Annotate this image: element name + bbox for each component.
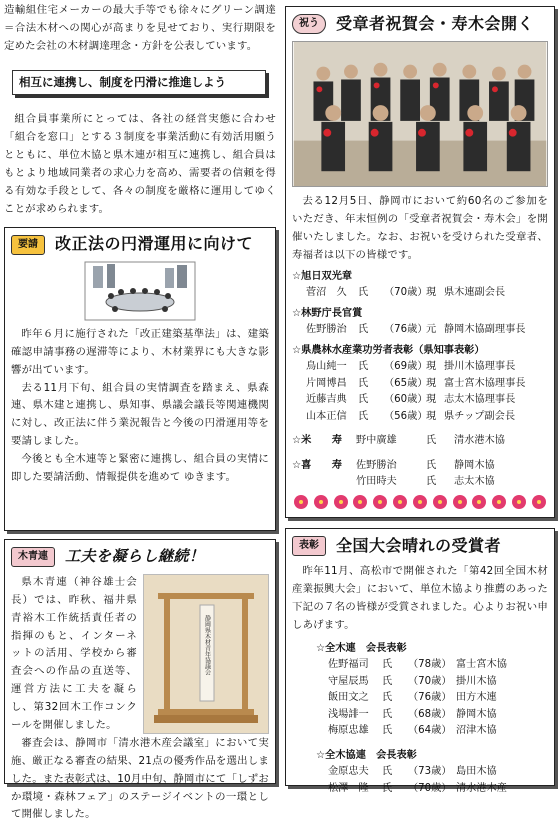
- flower-icon: [314, 495, 328, 509]
- flower-icon: [334, 495, 348, 509]
- intro-paragraph: 造輸組住宅メーカーの最大手等でも徐々にグリーン調達＝合法木材への関心が高まりを見せており、実行期限を定めた会社の木材調達理念・方針を公表しています。: [4, 4, 276, 52]
- flower-icon: [373, 495, 387, 509]
- award-section: [285, 528, 555, 794]
- award-row: 佐野福司 氏 （78歳） 富士宮木協: [328, 659, 507, 671]
- youth-header: [11, 544, 269, 570]
- honoree-group-3: [292, 343, 548, 426]
- award-list: [292, 641, 548, 798]
- kiju-row: 竹田時夫 氏 志太木協: [356, 476, 495, 488]
- flower-icon: [532, 495, 546, 509]
- award-tag: 表彰: [292, 536, 326, 556]
- honoree-row: 近藤吉典 氏 （60歳） 現 志太木協理事長: [306, 394, 516, 406]
- award-row: 浅場誹一 氏 （68歳） 静岡木協: [328, 708, 497, 720]
- award-row: 飯田文之 氏 （76歳） 田方木連: [328, 692, 497, 704]
- meeting-illustration: [85, 262, 195, 320]
- award-category: ☆全木協連 会長表彰: [316, 749, 417, 761]
- plaque-illustration: [144, 575, 268, 733]
- flower-icon: [353, 495, 367, 509]
- kiju-row: ☆喜 寿 佐野勝治 氏 静岡木協: [292, 459, 495, 471]
- celebration-tag: 祝う: [292, 14, 326, 34]
- request-header: [11, 232, 269, 258]
- request-paragraph-1: 昨年６月に施行された「改正建築基準法」は、建築確認申請事務の遅滞等により、木材業界にも大きな影響が出ています。: [11, 327, 269, 376]
- honoree-row: 山本正信 氏 （56歳） 現 県チップ副会長: [306, 410, 516, 422]
- award-row: 守屋辰馬 氏 （70歳） 掛川木協: [328, 675, 497, 687]
- flower-icon: [294, 495, 308, 509]
- honoree-category: ☆林野庁長官賞: [292, 307, 363, 319]
- award-row: 松澤 隆 氏 （70歳） 清水港木産: [328, 782, 507, 794]
- celebration-intro: 去る12月5日、静岡市において約60名のご参加をいただき、年末恒例の「受章者祝賀会・寿木会」を開催いたしました。なお、お祝いを受けられた受章者、寿福者は以下の皆様です。: [292, 195, 548, 261]
- honoree-category: ☆旭日双光章: [292, 270, 353, 282]
- plaque-photo: [143, 574, 269, 734]
- flower-divider: [292, 491, 548, 513]
- youth-paragraph-1: 県木青連（神谷雄士会長）では、昨秋、福井県青裕木工作統括責任者の指揮のもと、インターネットの活用、学校から審査会への作品の直送等、運営方法に工夫を凝らし、第32回木工作コンクールを開催しました。: [11, 575, 137, 731]
- request-tag: 要請: [11, 235, 45, 255]
- award-header: [292, 533, 548, 559]
- celebration-header: [292, 11, 548, 37]
- flower-icon: [393, 495, 407, 509]
- youth-tag: 木青連: [11, 547, 55, 567]
- honoree-row: 菅沼 久 氏 （70歳） 現 県木連副会長: [306, 287, 506, 299]
- celebration-section: [285, 6, 555, 518]
- honoree-row: 鳥山純一 氏 （69歳） 現 掛川木協理事長: [306, 361, 516, 373]
- flower-icon: [433, 495, 447, 509]
- youth-section: [4, 539, 276, 821]
- flower-icon: [512, 495, 526, 509]
- award-intro: 昨年11月、高松市で開催された「第42回全国木材産業振興大会」において、単位木協より推薦のあった下記の７名の皆様が受賞されました。心よりお祝い申しあげます。: [292, 565, 548, 631]
- cooperation-subheading: 相互に連携し、制度を円滑に推進しよう: [12, 70, 266, 96]
- youth-title: 工夫を凝らし継続！: [65, 547, 205, 566]
- request-section: [4, 227, 276, 531]
- group-photo: [292, 41, 548, 187]
- award-row: 金原忠夫 氏 （73歳） 島田木協: [328, 766, 497, 778]
- honoree-row: 佐野勝治 氏 （76歳） 元 静岡木協副理事長: [306, 324, 526, 336]
- flower-icon: [453, 495, 467, 509]
- youth-body: [11, 574, 269, 735]
- honoree-row: 片岡博昌 氏 （65歳） 現 富士宮木協理事長: [306, 377, 526, 389]
- request-paragraph-2: 去る11月下旬、組合員の実情調査を踏まえ、県森連、県木建と連携し、県知事、県議会議長等関連機関に対し、改正法に伴う業況報告と今後の円滑運用等を要請しました。: [11, 381, 269, 448]
- request-title: 改正法の円滑運用に向けて: [55, 234, 254, 254]
- honoree-group-1: [292, 269, 548, 302]
- youth-paragraph-2: 審査会は、静岡市「清水港木産会議室」において実施、厳正なる審査の結果、21点の優秀作品を選出しました。また表彰式は、10月中旬、静岡市にて「しずおか環境・森林フェア」のステージイベントの一環として開催しました。: [11, 736, 269, 821]
- left-column: [4, 2, 276, 821]
- cooperation-paragraph: 組合員事業所にとっては、各社の経営実態に合わせ「組合を窓口」とする３制度を事業活動に有効活用願うとともに、単位木協と県木連が相互に連携し、組合員はもとより地域同業者の求心力を高め、需要者の信頼を得る有効な手段として、各々の制度を厳格に運用してゆくことが求められます。: [4, 113, 276, 215]
- award-row: 梅原忠雄 氏 （64歳） 沼津木協: [328, 725, 497, 737]
- plaque-text: 静岡県木材青年協議会: [203, 614, 211, 675]
- honoree-group-2: [292, 306, 548, 339]
- flower-icon: [492, 495, 506, 509]
- right-column: [285, 2, 555, 794]
- award-category: ☆全木連 会長表彰: [316, 642, 407, 654]
- request-paragraph-3: 今後とも全木連等と緊密に連携し、組合員の実情に即した要請活動、情報提供を進めて ゆきます。: [11, 453, 269, 483]
- celebration-title: 受章者祝賀会・寿木会開く: [336, 13, 535, 33]
- flower-icon: [413, 495, 427, 509]
- honoree-list: [292, 269, 548, 491]
- award-title: 全国大会晴れの受賞者: [336, 535, 502, 555]
- flower-icon: [472, 495, 486, 509]
- honoree-category: ☆県農林水産業功労者表彰（県知事表彰）: [292, 344, 485, 356]
- beiju-row: ☆米 寿 野中廣雄 氏 清水港木協: [292, 435, 505, 447]
